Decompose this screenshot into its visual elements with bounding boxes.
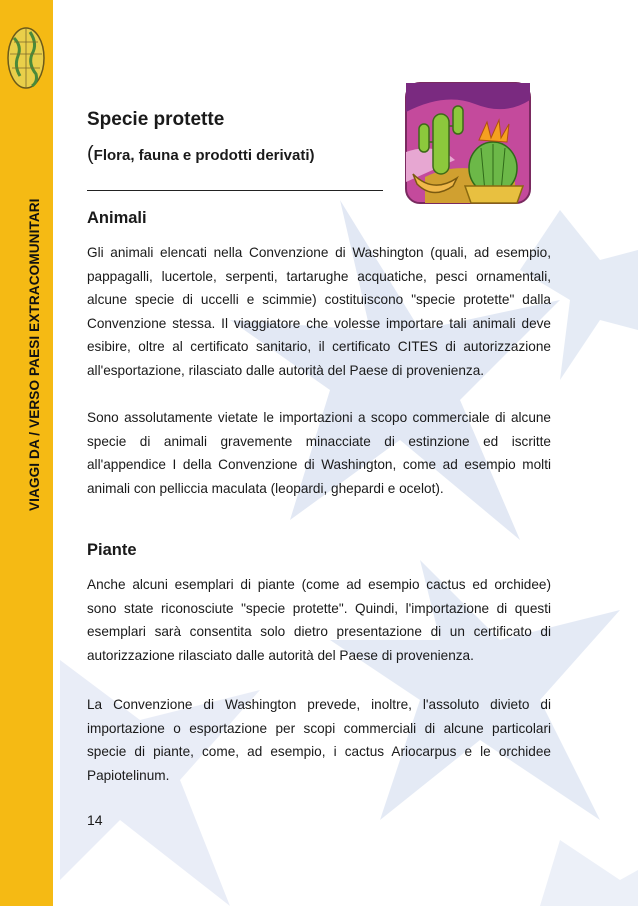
subtitle-paren: ( <box>87 143 94 165</box>
paragraph: Anche alcuni esemplari di piante (come ad esempio cactus ed orchidee) sono state riconosciute "specie protette". Quindi, l'importazione di questi esemplari sarà consentita solo dietro presentazione di un certificato di autorizzazione rilasciato dalle autorità del Paese di provenienza. <box>87 577 551 663</box>
background-star <box>540 840 638 906</box>
section-heading-animali: Animali <box>87 209 147 227</box>
sidebar-title: VIAGGI DA / VERSO PAESI EXTRACOMUNITARI <box>27 198 42 511</box>
page-title: Specie protette <box>87 109 225 130</box>
paragraph: Sono assolutamente vietate le importazioni a scopo commerciale di alcune specie di animali gravemente minacciate di estinzione ed iscritte all'appendice I della Convenzione di Washington, come ad esempio molti animali con pelliccia maculata (leopardi, ghepardi e ocelot). <box>87 410 551 496</box>
paragraph: La Convenzione di Washington prevede, inoltre, l'assoluto divieto di importazione o esportazione per scopi commerciali di alcune particolari specie di piante, come, ad esempio, i cactus Ariocarpus e le orchidee Papiotelinum. <box>87 697 551 783</box>
globe-icon <box>4 24 48 92</box>
title-rule <box>87 190 383 191</box>
page-number: 14 <box>87 812 103 828</box>
sidebar <box>0 0 53 906</box>
page-subtitle <box>87 143 315 166</box>
cactus-illustration <box>405 82 531 204</box>
subtitle-text: Flora, fauna e prodotti derivati) <box>93 147 315 164</box>
paragraph: Gli animali elencati nella Convenzione di Washington (quali, ad esempio, pappagalli, lucertole, serpenti, tartarughe acquatiche, pesci ornamentali, alcune specie di uccelli e scimmie) costituiscono "specie protette" dalla Convenzione stessa. Il viaggiatore che volesse importare tali animali deve esibire, oltre al certificato sanitario, il certificato CITES di autorizzazione all'esportazione, rilasciato dalle autorità del Paese di provenienza. <box>87 245 551 378</box>
section-heading-piante: Piante <box>87 541 137 559</box>
